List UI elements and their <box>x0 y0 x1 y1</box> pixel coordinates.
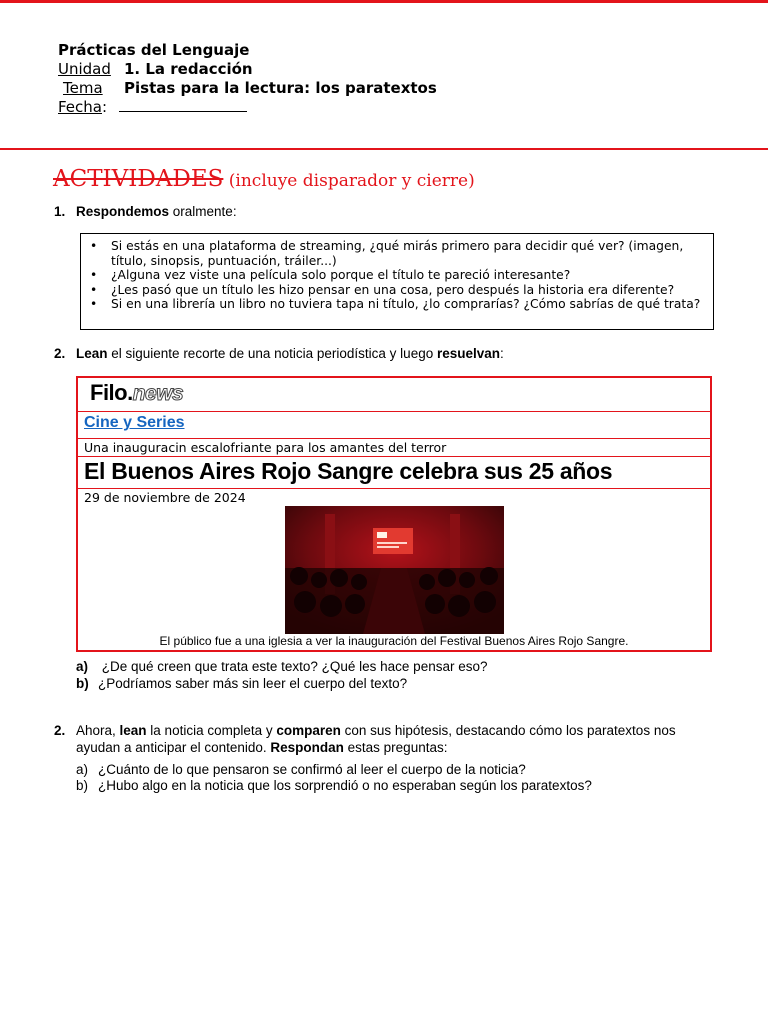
question-1-text: oralmente: <box>169 204 237 219</box>
topic-label: Tema <box>63 79 103 97</box>
question-3-number: 2. <box>54 723 66 738</box>
bullet-item: • ¿Les pasó que un título les hizo pensar en una cosa, pero después la historia era diferente? <box>90 282 675 297</box>
news-section-link[interactable]: Cine y Series <box>78 412 710 439</box>
document-header <box>58 41 437 117</box>
bullet-list <box>89 239 707 312</box>
news-headline: El Buenos Aires Rojo Sangre celebra sus 25 años <box>78 457 710 489</box>
date-row <box>58 98 437 117</box>
question-3: 2. Ahora, lean la noticia completa y comparen con sus hipótesis, destacando cómo los paratextos nos ayudan a anticipar el contenido. Respondan estas preguntas: <box>54 723 676 755</box>
bullet-item: • ¿Alguna vez viste una película solo porque el título te pareció interesante? <box>90 268 571 283</box>
top-red-rule <box>0 0 768 3</box>
section-red-rule <box>0 148 768 150</box>
discussion-bullet-box <box>80 233 714 330</box>
news-clipping <box>76 376 712 652</box>
church-screening-image <box>285 506 504 634</box>
question-2: 2. Lean el siguiente recorte de una noticia periodística y luego resuelvan: <box>54 346 504 361</box>
topic-value: Pistas para la lectura: los paratextos <box>124 79 437 97</box>
question-1 <box>54 203 237 220</box>
question-3-sub-a: a) ¿Cuánto de lo que pensaron se confirmó al leer el cuerpo de la noticia? <box>76 762 526 777</box>
news-brand-logo: Filo.news <box>78 378 710 412</box>
activities-title: ACTIVIDADES <box>53 166 224 192</box>
question-1-number: 1. <box>54 204 66 219</box>
news-photo <box>285 506 504 634</box>
date-blank-line <box>119 98 247 112</box>
unit-label: Unidad <box>58 60 111 78</box>
question-1-bold: Respondemos <box>76 204 170 219</box>
news-date: 29 de noviembre de 2024 <box>84 490 246 505</box>
bullet-dot: • <box>90 297 98 312</box>
activities-subtitle: (incluye disparador y cierre) <box>223 171 475 191</box>
news-kicker: Una inauguracin escalofriante para los amantes del terror <box>78 439 710 457</box>
news-photo-caption: El público fue a una iglesia a ver la inauguración del Festival Buenos Aires Rojo Sangre. <box>159 634 629 648</box>
bullet-dot: • <box>90 282 98 297</box>
question-2-number: 2. <box>54 346 66 361</box>
bullet-dot: • <box>90 239 98 253</box>
date-label: Fecha <box>58 98 102 116</box>
question-3-sub-b: b) ¿Hubo algo en la noticia que los sorprendió o no esperaban según los paratextos? <box>76 778 592 793</box>
unit-value: 1. La redacción <box>124 60 253 78</box>
bullet-item: • Si estás en una plataforma de streaming, ¿qué mirás primero para decidir qué ver? (imagen, título, sinopsis, puntuación, tráiler...) <box>90 239 684 268</box>
bullet-item: • Si en una librería un libro no tuviera tapa ni título, ¿lo comprarías? ¿Cómo sabrías de qué trata? <box>90 297 701 312</box>
bullet-dot: • <box>90 268 98 283</box>
question-2-sub-a: a) ¿De qué creen que trata este texto? ¿Qué les hace pensar eso? <box>76 659 488 674</box>
topic-row <box>58 79 437 98</box>
subject-title: Prácticas del Lenguaje <box>58 41 250 59</box>
question-2-sub-b: b) ¿Podríamos saber más sin leer el cuerpo del texto? <box>76 676 408 691</box>
date-colon: : <box>101 98 108 116</box>
activities-heading <box>53 166 475 192</box>
unit-row <box>58 60 437 79</box>
